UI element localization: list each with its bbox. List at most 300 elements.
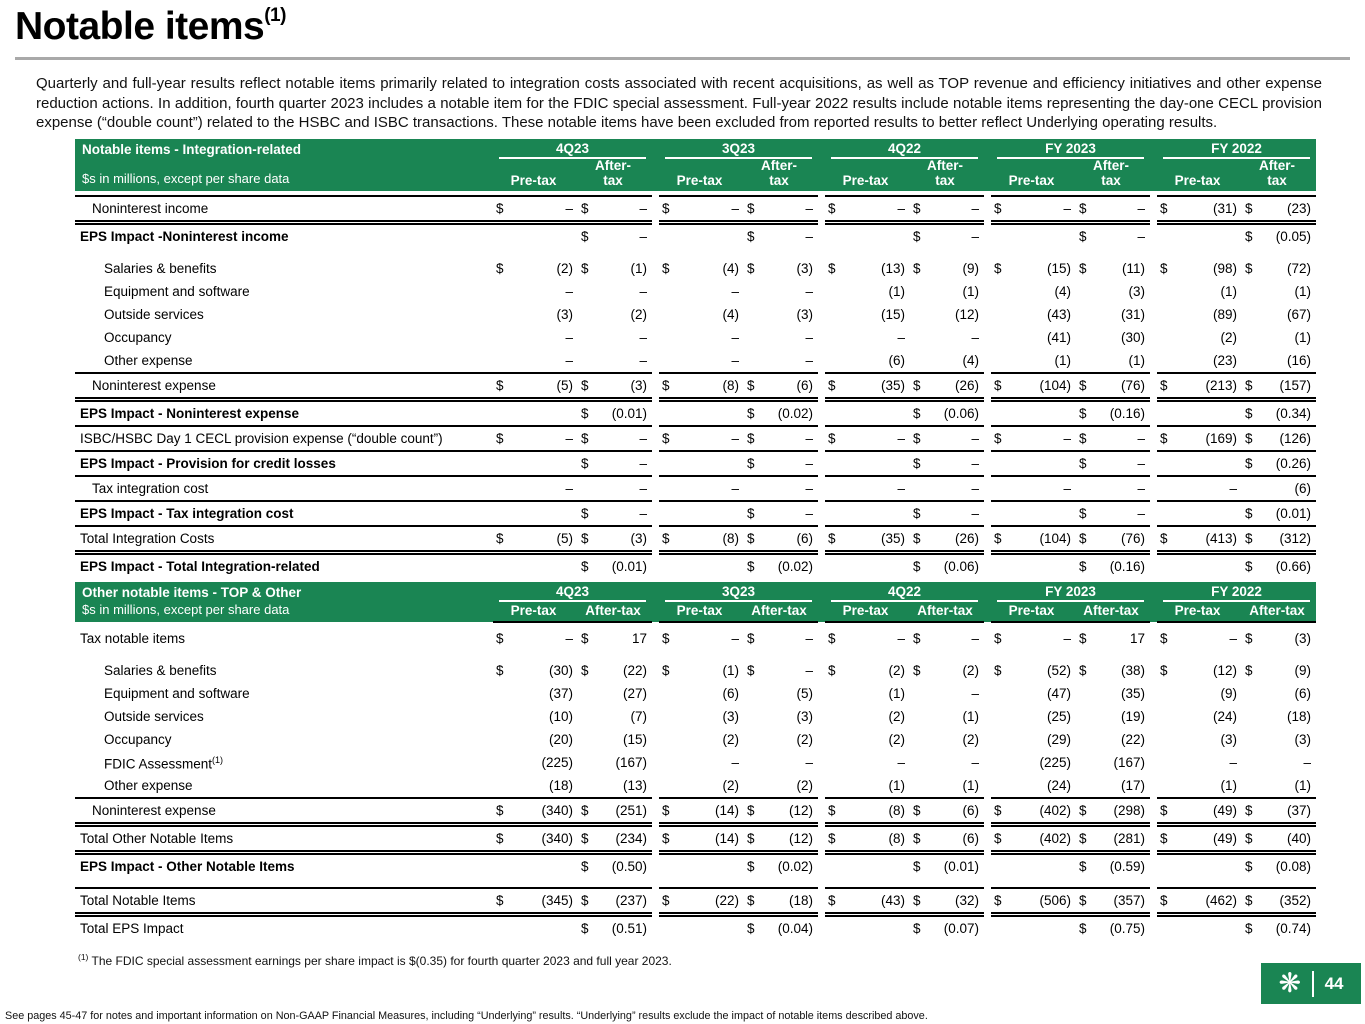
table-row	[75, 223, 1316, 249]
pretax-header: Pre-tax	[991, 159, 1076, 191]
table-title: Notable items - Integration-related	[75, 139, 493, 159]
value-cell: $ (6)	[744, 373, 818, 400]
aftertax-header: After-tax	[744, 602, 818, 622]
value-cell: $ (30)	[496, 663, 573, 679]
value-cell: $ (18)	[744, 888, 818, 915]
value-cell: –	[578, 476, 652, 501]
value-cell: $ (234)	[578, 825, 652, 853]
value-cell: $ –	[994, 631, 1071, 647]
value-cell: (1)	[888, 686, 905, 702]
value-cell: $ (4)	[662, 261, 739, 277]
value-cell: (89)	[1213, 307, 1238, 323]
value-cell: $ (0.07)	[913, 921, 979, 937]
value-cell	[991, 853, 1076, 879]
value-cell: (5)	[796, 686, 813, 702]
value-cell: $ (5)	[493, 373, 578, 400]
value-cell: $ (3)	[578, 373, 652, 400]
value-cell: $ –	[747, 631, 813, 647]
value-cell: $ 17	[1079, 631, 1146, 647]
value-cell	[493, 915, 578, 941]
value-cell	[493, 451, 578, 476]
value-cell: $ (14)	[659, 798, 744, 825]
value-cell: $ –	[913, 506, 979, 522]
value-cell: $ –	[1076, 426, 1150, 451]
value-cell: $ (26)	[910, 526, 984, 553]
value-cell: $ (2)	[913, 663, 979, 679]
value-cell: $ (31)	[1157, 196, 1242, 223]
value-cell	[659, 451, 744, 476]
value-cell: (16)	[1287, 353, 1312, 369]
aftertax-header: After- tax	[910, 159, 984, 191]
table-row	[75, 682, 1316, 705]
value-cell: $ –	[828, 631, 905, 647]
value-cell: –	[565, 330, 573, 346]
footnote: $^{(1)}$ The FDIC special assessment earnings per share impact is $(0.35) for fourth quarter 2023 and full year 2023.	[78, 952, 672, 969]
value-cell: (6)	[722, 686, 739, 702]
period-header: 4Q23	[493, 582, 652, 602]
table-row	[75, 326, 1316, 349]
value-cell: $ –	[747, 506, 813, 522]
row-label: Noninterest expense	[75, 373, 493, 400]
value-cell: $ (402)	[991, 798, 1076, 825]
row-label: Total Other Notable Items	[75, 825, 493, 853]
table-title: Other notable items - TOP & Other	[75, 582, 493, 602]
value-cell: –	[910, 476, 984, 501]
table-row	[75, 751, 1316, 774]
value-cell: (1)	[1054, 353, 1071, 369]
value-cell: $ –	[910, 196, 984, 223]
value-cell: (6)	[888, 353, 905, 369]
value-cell: (1)	[888, 284, 905, 300]
value-cell: $ (43)	[825, 888, 910, 915]
value-cell: (35)	[1121, 686, 1146, 702]
value-cell: $ (37)	[1242, 798, 1316, 825]
row-label: Salaries & benefits	[104, 261, 217, 277]
row-label: Occupancy	[104, 330, 172, 346]
value-cell	[659, 553, 744, 579]
row-label: Equipment and software	[104, 686, 250, 702]
value-cell: $ (0.16)	[1079, 406, 1146, 422]
units-label: $s in millions, except per share data	[75, 159, 493, 191]
value-cell	[991, 223, 1076, 249]
value-cell: (6)	[1294, 686, 1312, 702]
intro-paragraph: Quarterly and full-year results reflect notable items primarily related to integration costs associated with recent acquisitions, as well as TOP revenue and efficiency initiatives and other expense reduction actions. In addition, fourth quarter 2023 includes a notable item for the FDIC special assessment. Full-year 2022 results include notable items representing the day-one CECL provision expense (“double count”) related to the HSBC and ISBC transactions. These notable items have been excluded from reported results to better reflect Underlying operating results.	[36, 74, 1322, 132]
value-cell: $ (8)	[825, 825, 910, 853]
value-cell: $ (0.02)	[747, 559, 813, 575]
value-cell: $ (413)	[1157, 526, 1242, 553]
value-cell: $ (35)	[825, 373, 910, 400]
value-cell: $ –	[913, 631, 979, 647]
value-cell: $ (2)	[496, 261, 573, 277]
row-label: EPS Impact - Other Notable Items	[80, 859, 295, 875]
value-cell: (37)	[548, 686, 573, 702]
value-cell: (67)	[1287, 307, 1312, 323]
value-cell: –	[639, 284, 647, 300]
value-cell: (30)	[1121, 330, 1146, 346]
value-cell: $ (0.66)	[1245, 559, 1312, 575]
value-cell: (41)	[1046, 330, 1071, 346]
value-cell: (23)	[1213, 353, 1238, 369]
table-row	[75, 728, 1316, 751]
value-cell: $ (11)	[1079, 261, 1146, 277]
value-cell: $ (15)	[994, 261, 1071, 277]
value-cell: $ (0.06)	[913, 406, 979, 422]
row-label: Total Notable Items	[75, 888, 493, 915]
aftertax-header: After-tax	[1076, 602, 1150, 622]
period-header: 4Q22	[825, 582, 984, 602]
value-cell: $ (0.59)	[1079, 859, 1146, 875]
value-cell: $ (49)	[1157, 825, 1242, 853]
value-cell: $ (2)	[828, 663, 905, 679]
value-cell	[493, 400, 578, 427]
table-row	[75, 476, 1316, 501]
table-row	[75, 825, 1316, 853]
value-cell: $ (0.08)	[1245, 859, 1312, 875]
value-cell: $ (6)	[744, 526, 818, 553]
row-label: Salaries & benefits	[104, 663, 217, 679]
value-cell: (2)	[888, 709, 905, 725]
value-cell: $ (0.50)	[581, 859, 647, 875]
value-cell: $ –	[581, 506, 647, 522]
page-title: Notable items$^{(1)}$	[15, 5, 286, 48]
row-label: Tax integration cost	[75, 476, 493, 501]
value-cell: $ (26)	[910, 373, 984, 400]
value-cell: $ –	[1079, 456, 1146, 472]
aftertax-header: After- tax	[1242, 159, 1316, 191]
value-cell: –	[731, 284, 739, 300]
value-cell: $ (8)	[659, 526, 744, 553]
value-cell: $ (281)	[1076, 825, 1150, 853]
value-cell: $ (23)	[1242, 196, 1316, 223]
value-cell: (25)	[1046, 709, 1071, 725]
value-cell: (20)	[548, 732, 573, 748]
aftertax-header: After- tax	[578, 159, 652, 191]
value-cell: $ (12)	[744, 798, 818, 825]
value-cell: –	[971, 330, 979, 346]
value-cell: (3)	[1220, 732, 1238, 748]
value-cell: (3)	[1128, 284, 1146, 300]
value-cell: $ (0.16)	[1079, 559, 1146, 575]
aftertax-header: After- tax	[744, 159, 818, 191]
value-cell: $ (6)	[910, 825, 984, 853]
table-row	[75, 426, 1316, 451]
value-cell: (31)	[1121, 307, 1146, 323]
value-cell: $ –	[744, 196, 818, 223]
value-cell: (2)	[796, 778, 813, 794]
value-cell: $ –	[910, 426, 984, 451]
value-cell	[493, 553, 578, 579]
row-label: EPS Impact - Noninterest expense	[80, 406, 300, 422]
table-row	[75, 627, 1316, 650]
value-cell: (6)	[1242, 476, 1316, 501]
value-cell	[991, 451, 1076, 476]
citizens-logo-icon: ❋	[1278, 968, 1302, 998]
value-cell: $ (52)	[994, 663, 1071, 679]
title-footnote-marker: (1)	[264, 5, 286, 26]
row-label: EPS Impact - Total Integration-related	[80, 559, 320, 575]
value-cell	[825, 501, 910, 526]
subcolumn-header-row	[75, 159, 1316, 191]
value-cell: (1)	[962, 778, 979, 794]
period-header: 4Q22	[825, 139, 984, 159]
value-cell: (1)	[888, 778, 905, 794]
value-cell: (13)	[622, 778, 647, 794]
row-label: Equipment and software	[104, 284, 250, 300]
period-header: FY 2022	[1157, 139, 1316, 159]
value-cell: –	[1229, 755, 1238, 771]
value-cell: $ (0.01)	[913, 859, 979, 875]
value-cell: $ –	[659, 196, 744, 223]
row-label: EPS Impact - Tax integration cost	[80, 506, 294, 522]
table-row	[75, 774, 1316, 798]
row-label: Total EPS Impact	[80, 921, 184, 937]
value-cell: $ (1)	[662, 663, 739, 679]
value-cell: $ –	[991, 196, 1076, 223]
value-cell: –	[971, 686, 979, 702]
value-cell: (1)	[962, 284, 979, 300]
value-cell: (7)	[630, 709, 647, 725]
value-cell: $ (40)	[1242, 825, 1316, 853]
value-cell: $ (14)	[659, 825, 744, 853]
value-cell: (17)	[1121, 778, 1146, 794]
pretax-header: Pre-tax	[659, 159, 744, 191]
value-cell: $ (72)	[1245, 261, 1312, 277]
value-cell: $ –	[659, 426, 744, 451]
other-notable-items-table	[75, 582, 1316, 940]
subcolumn-header-row	[75, 602, 1316, 622]
value-cell	[825, 853, 910, 879]
table-row	[75, 451, 1316, 476]
value-cell: $ (402)	[991, 825, 1076, 853]
value-cell: $ (32)	[910, 888, 984, 915]
value-cell: (2)	[962, 732, 979, 748]
value-cell	[493, 223, 578, 249]
value-cell: $ (8)	[825, 798, 910, 825]
value-cell: (3)	[722, 709, 739, 725]
value-cell: (1)	[1220, 284, 1238, 300]
row-label: Tax notable items	[80, 631, 186, 647]
table-row	[75, 373, 1316, 400]
value-cell: $ (237)	[578, 888, 652, 915]
value-cell: $ –	[578, 196, 652, 223]
table-row	[75, 280, 1316, 303]
value-cell: (4)	[722, 307, 739, 323]
table-title-row	[75, 582, 1316, 602]
value-cell: (24)	[1213, 709, 1238, 725]
value-cell: (3)	[796, 709, 813, 725]
value-cell: (43)	[1046, 307, 1071, 323]
value-cell: $ (12)	[1160, 663, 1238, 679]
value-cell: (4)	[1054, 284, 1071, 300]
value-cell: $ (0.01)	[581, 559, 647, 575]
value-cell: $ (312)	[1242, 526, 1316, 553]
row-label: Other expense	[104, 353, 193, 369]
value-cell: –	[1157, 476, 1242, 501]
disclaimer: See pages 45-47 for notes and important information on Non-GAAP Financial Measures, including “Underlying” results. “Underlying” results exclude the impact of notable items described above.	[5, 1010, 928, 1022]
value-cell: (22)	[1121, 732, 1146, 748]
value-cell: (47)	[1046, 686, 1071, 702]
value-cell: –	[493, 476, 578, 501]
value-cell: $ –	[581, 229, 647, 245]
value-cell: $ –	[1079, 229, 1146, 245]
value-cell: $ –	[578, 426, 652, 451]
row-label: Noninterest expense	[75, 798, 493, 825]
value-cell: (19)	[1121, 709, 1146, 725]
value-cell: $ (251)	[578, 798, 652, 825]
value-cell: (4)	[962, 353, 979, 369]
row-label: EPS Impact - Provision for credit losses	[80, 456, 336, 472]
value-cell: (29)	[1046, 732, 1071, 748]
value-cell: $ –	[913, 229, 979, 245]
logo-divider	[1312, 971, 1314, 997]
value-cell: $ (22)	[659, 888, 744, 915]
value-cell: $ (35)	[825, 526, 910, 553]
value-cell: $ –	[662, 631, 739, 647]
value-cell: $ (126)	[1242, 426, 1316, 451]
value-cell: –	[971, 755, 979, 771]
value-cell: $ –	[991, 426, 1076, 451]
value-cell: –	[639, 330, 647, 346]
value-cell	[825, 915, 910, 941]
value-cell: $ 17	[581, 631, 647, 647]
value-cell: (2)	[630, 307, 647, 323]
period-header: 3Q23	[659, 139, 818, 159]
pretax-header: Pre-tax	[991, 602, 1076, 622]
value-cell: (3)	[556, 307, 573, 323]
aftertax-header: After-tax	[578, 602, 652, 622]
value-cell: $ (213)	[1157, 373, 1242, 400]
pretax-header: Pre-tax	[825, 602, 910, 622]
value-cell: $ (104)	[991, 373, 1076, 400]
value-cell	[659, 400, 744, 427]
integration-items-table	[75, 139, 1316, 578]
value-cell: $ –	[747, 456, 813, 472]
value-cell: $ (104)	[991, 526, 1076, 553]
value-cell	[1157, 223, 1242, 249]
slide	[0, 6, 1365, 1024]
value-cell: –	[991, 476, 1076, 501]
value-cell: (1)	[1128, 353, 1146, 369]
value-cell: –	[897, 755, 905, 771]
value-cell: –	[731, 353, 739, 369]
value-cell	[991, 501, 1076, 526]
value-cell: $ –	[747, 663, 813, 679]
value-cell	[1157, 853, 1242, 879]
pretax-header: Pre-tax	[493, 159, 578, 191]
value-cell	[493, 853, 578, 879]
value-cell: –	[897, 330, 905, 346]
value-cell	[1157, 451, 1242, 476]
value-cell: $ –	[1079, 506, 1146, 522]
value-cell: (167)	[1113, 755, 1146, 771]
value-cell: –	[805, 755, 813, 771]
value-cell: (3)	[796, 307, 813, 323]
value-cell: $ (357)	[1076, 888, 1150, 915]
value-cell	[659, 223, 744, 249]
value-cell: $ (12)	[744, 825, 818, 853]
value-cell: $ (0.06)	[913, 559, 979, 575]
value-cell: (225)	[541, 755, 573, 771]
period-header: FY 2022	[1157, 582, 1316, 602]
value-cell: (27)	[622, 686, 647, 702]
table-row	[75, 798, 1316, 825]
value-cell: $ (3)	[747, 261, 813, 277]
value-cell: (2)	[722, 778, 739, 794]
table-row	[75, 705, 1316, 728]
value-cell: –	[744, 476, 818, 501]
value-cell: $ (352)	[1242, 888, 1316, 915]
value-cell: $ (9)	[1245, 663, 1312, 679]
value-cell: $ (1)	[581, 261, 647, 277]
pretax-header: Pre-tax	[1157, 602, 1242, 622]
value-cell	[991, 400, 1076, 427]
value-cell: $ (0.01)	[581, 406, 647, 422]
value-cell: $ –	[913, 456, 979, 472]
value-cell: $ (3)	[1245, 631, 1312, 647]
value-cell	[1157, 400, 1242, 427]
aftertax-header: After- tax	[1076, 159, 1150, 191]
value-cell: (2)	[722, 732, 739, 748]
value-cell	[991, 915, 1076, 941]
value-cell: (2)	[1220, 330, 1238, 346]
value-cell	[825, 451, 910, 476]
units-label: $s in millions, except per share data	[75, 602, 493, 622]
value-cell: $ (9)	[913, 261, 979, 277]
value-cell: $ (340)	[493, 825, 578, 853]
table-row	[75, 400, 1316, 427]
value-cell: $ (0.01)	[1245, 506, 1312, 522]
value-cell: $ (0.34)	[1245, 406, 1312, 422]
value-cell: (1)	[962, 709, 979, 725]
value-cell: (1)	[1294, 330, 1312, 346]
value-cell: (9)	[1220, 686, 1238, 702]
value-cell: $ –	[1160, 631, 1238, 647]
value-cell	[825, 553, 910, 579]
value-cell: $ (0.04)	[747, 921, 813, 937]
table-row	[75, 501, 1316, 526]
value-cell: $ (169)	[1157, 426, 1242, 451]
page-number: 44	[1324, 973, 1344, 993]
footnote-marker: (1)	[78, 952, 89, 963]
value-cell: $ –	[744, 426, 818, 451]
value-cell: (15)	[880, 307, 905, 323]
value-cell	[659, 915, 744, 941]
table-row	[75, 526, 1316, 553]
aftertax-header: After-tax	[1242, 602, 1316, 622]
value-cell: –	[805, 284, 813, 300]
value-cell: (1)	[1220, 778, 1238, 794]
value-cell: (15)	[622, 732, 647, 748]
table-row	[75, 303, 1316, 326]
value-cell: (2)	[888, 732, 905, 748]
title-divider	[15, 57, 1350, 60]
value-cell: $ (76)	[1076, 526, 1150, 553]
table-row	[75, 553, 1316, 579]
value-cell: $ (8)	[659, 373, 744, 400]
value-cell: (225)	[1039, 755, 1071, 771]
value-cell: $ (506)	[991, 888, 1076, 915]
table-row	[75, 196, 1316, 223]
period-header: 3Q23	[659, 582, 818, 602]
table-row	[75, 659, 1316, 682]
value-cell: $ (5)	[493, 526, 578, 553]
value-cell: (1)	[1294, 284, 1312, 300]
value-cell: –	[731, 330, 739, 346]
value-cell: $ –	[496, 631, 573, 647]
value-cell: (18)	[1287, 709, 1312, 725]
period-header: FY 2023	[991, 582, 1150, 602]
value-cell: $ –	[747, 229, 813, 245]
